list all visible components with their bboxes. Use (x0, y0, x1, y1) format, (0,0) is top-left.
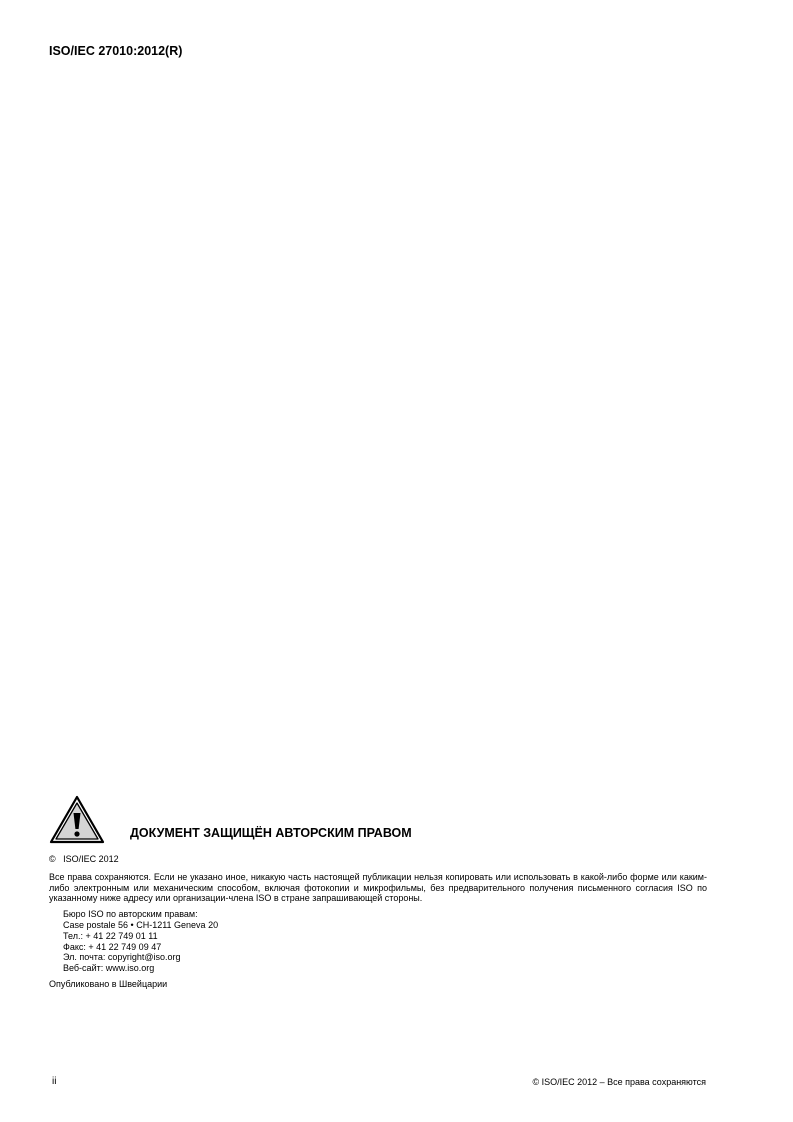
address-block (49, 909, 707, 974)
address-website: Веб-сайт: www.iso.org (63, 963, 155, 974)
copyright-holder: ISO/IEC 2012 (63, 854, 119, 864)
document-id: ISO/IEC 27010:2012(R) (49, 44, 183, 58)
address-phone: Тел.: + 41 22 749 01 11 (63, 930, 158, 941)
address-fax: Факс: + 41 22 749 09 47 (63, 941, 162, 952)
copyright-notice (49, 795, 707, 990)
address-postal: Case postale 56 • CH-1211 Geneva 20 (63, 919, 219, 930)
warning-heading: ДОКУМЕНТ ЗАЩИЩЁН АВТОРСКИМ ПРАВОМ (130, 826, 412, 840)
address-email: Эл. почта: copyright@iso.org (63, 952, 181, 963)
rights-paragraph: Все права сохраняются. Если не указано иное, никакую часть настоящей публикации нельзя копировать или использовать в какой-либо форме или каким-либо электронным или механическим способом, включая фотокопии и микрофильмы, без предварительного получения письменного согласия ISO по указанному ниже адресу или организации-члена ISO в стране запрашивающей стороны. (49, 871, 707, 904)
address-office: Бюро ISO по авторским правам: (63, 909, 198, 920)
copyright-symbol: © (49, 854, 56, 864)
warning-triangle-icon (49, 795, 105, 845)
warning-row (49, 795, 707, 847)
footer-copyright: © ISO/IEC 2012 – Все права сохраняются (532, 1077, 706, 1087)
published-in: Опубликовано в Швейцарии (49, 978, 168, 989)
page-number: ii (52, 1076, 57, 1087)
copyright-line (49, 854, 707, 865)
